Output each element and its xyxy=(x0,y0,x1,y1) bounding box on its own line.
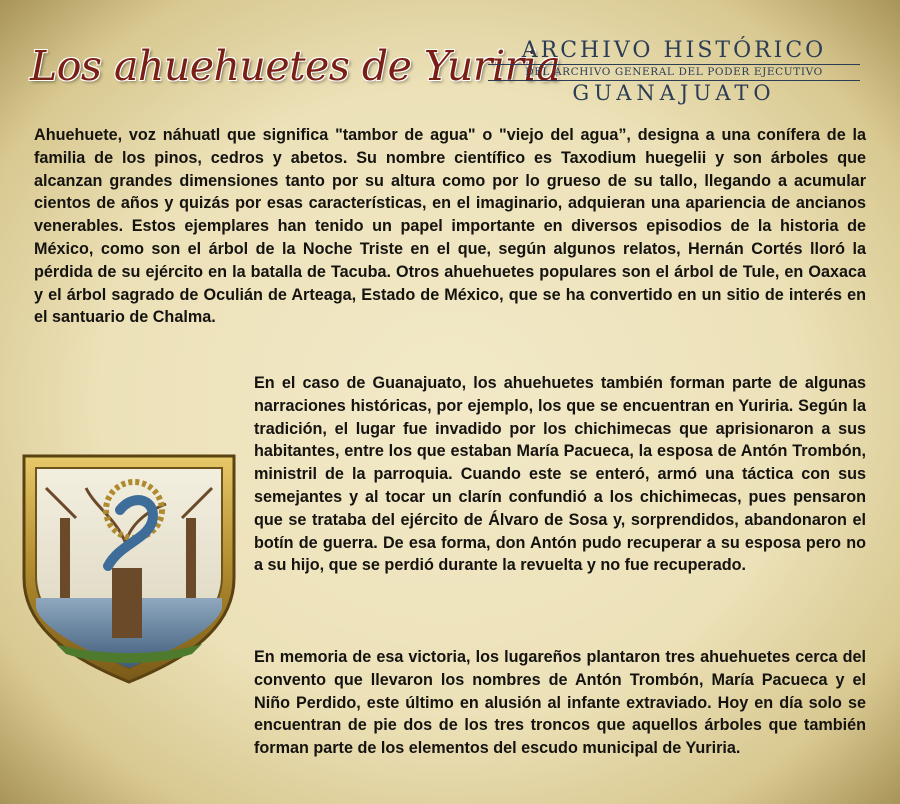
archive-logo-line2: DEL ARCHIVO GENERAL DEL PODER EJECUTIVO xyxy=(488,64,860,81)
paragraph-memoria: En memoria de esa victoria, los lugareños plantaron tres ahuehuetes cerca del convento que llevaron los nombres de Antón Trombón, María Pacueca y el Niño Perdido, este último en alusión al infante extraviado. Hoy en día solo se encuentran de pie dos de los tres troncos que aquellos árboles que también forman parte de los elementos del escudo municipal de Yuriria. xyxy=(254,648,866,758)
archive-logo xyxy=(488,38,860,106)
paragraph-intro: Ahuehuete, voz náhuatl que significa "tambor de agua" o "viejo del agua”, designa a una conífera de la familia de los pinos, cedros y abetos. Su nombre científico es Taxodium huegelii y son árboles que alcanzan grandes dimensiones tanto por su altura como por lo grueso de su tallo, llegando a acumular cientos de años y quizás por esas características, en el imaginario, adquieran una apariencia de ancianos venerables. Estos ejemplares han tenido un papel importante en diversos episodios de la historia de México, como son el árbol de la Noche Triste en el que, según algunos relatos, Hernán Cortés lloró la pérdida de su ejército en la batalla de Tacuba. Otros ahuehuetes populares son el árbol de Tule, en Oaxaca y el árbol sagrado de Oculián de Arteaga, Estado de México, que se ha convertido en un sitio de interés en el santuario de Chalma. xyxy=(34,126,866,327)
archive-logo-line1: ARCHIVO HISTÓRICO xyxy=(521,38,827,63)
archive-logo-line3: GUANAJUATO xyxy=(572,81,776,105)
coat-of-arms-icon xyxy=(16,448,242,686)
paragraph-guanajuato: En el caso de Guanajuato, los ahuehuetes también forman parte de algunas narraciones históricas, por ejemplo, los que se encuentran en Yuriria. Según la tradición, el lugar fue invadido por los chichimecas que aprisionaron a sus habitantes, entre los que estaban María Pacueca, la esposa de Antón Trombón, ministril de la parroquia. Cuando este se enteró, armó una táctica con sus semejantes y al tocar un clarín confundió a los chichimecas, pues pensaron que se trataba del ejército de Álvaro de Sosa y, sorprendidos, abandonaron el botín de guerra. De esa forma, don Antón pudo recuperar a su esposa pero no a su hijo, que se perdió durante la revuelta y no fue recuperado. xyxy=(254,374,866,575)
page-title: Los ahuehuetes de Yuriria xyxy=(30,42,561,90)
